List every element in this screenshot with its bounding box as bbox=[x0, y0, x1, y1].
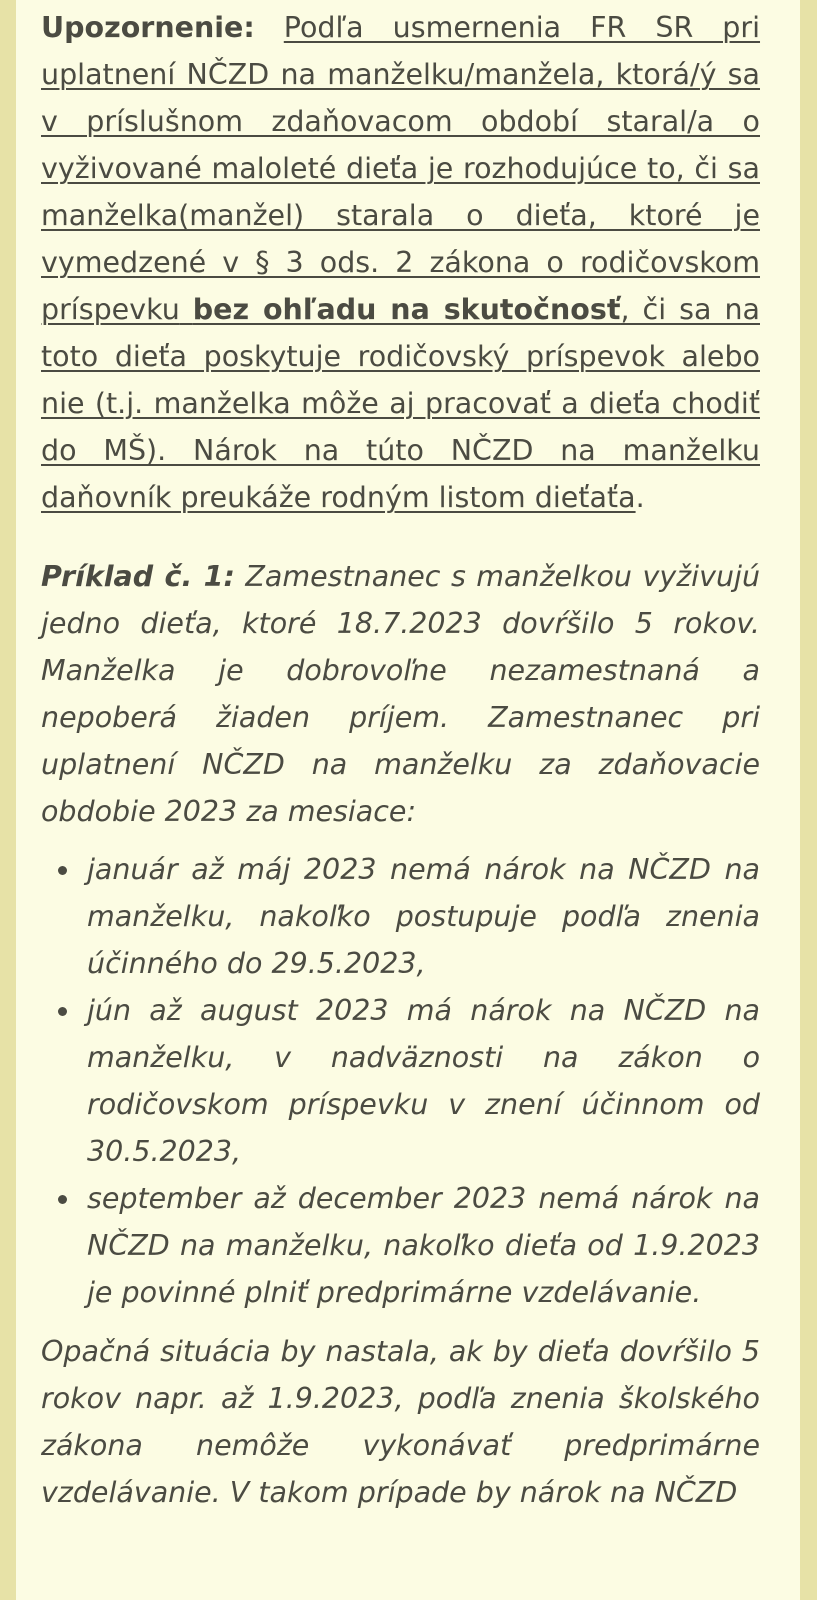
bullet-icon bbox=[58, 1195, 67, 1204]
list-item-text: september až december 2023 nemá nárok na NČZD na manželku, nakoľko dieťa od 1.9.2023 je povinné plniť predprimárne vzdelávanie. bbox=[87, 1182, 760, 1309]
closing-paragraph: Opačná situácia by nastala, ak by dieťa dovŕšilo 5 rokov napr. až 1.9.2023, podľa znenia školského zákona nemôže vykonávať predprimárne vzdelávanie. V takom prípade by nárok na NČZD bbox=[41, 1335, 760, 1509]
list-item-january-may bbox=[87, 846, 760, 987]
warning-bold-text: bez ohľadu na skutočnosť bbox=[192, 293, 621, 326]
warning-label: Upozornenie: bbox=[41, 11, 255, 44]
bullet-icon bbox=[58, 1007, 67, 1016]
warning-end: . bbox=[635, 481, 645, 514]
warning-text-part-1: Podľa usmernenia FR SR pri uplatnení NČZD na manželku/manžela, ktorá/ý sa v príslušnom zdaňovacom období staral/a o vyživované maloleté dieťa je rozhodujúce to, či sa manželka(manžel) starala o dieťa, ktoré je vymedzené v § 3 ods. 2 zákona o rodičovskom príspevku bbox=[41, 11, 761, 326]
list-item-text: január až máj 2023 nemá nárok na NČZD na manželku, nakoľko postupuje podľa znenia účinného do 29.5.2023, bbox=[87, 853, 760, 980]
example-label: Príklad č. 1: bbox=[41, 560, 235, 593]
document-panel bbox=[16, 0, 800, 1600]
months-list bbox=[41, 846, 760, 1316]
warning-paragraph bbox=[41, 0, 760, 521]
warning-text bbox=[41, 11, 760, 514]
list-item-september-december bbox=[87, 1175, 760, 1316]
bullet-icon bbox=[58, 866, 67, 875]
example-text: Zamestnanec s manželkou vyživujú jedno dieťa, ktoré 18.7.2023 dovŕšilo 5 rokov. Manželka je dobrovoľne nezamestnaná a nepoberá žiaden príjem. Zamestnanec pri uplatnení NČZD na manželku za zdaňovacie obdobie 2023 za mesiace: bbox=[41, 560, 761, 828]
example-paragraph bbox=[41, 553, 760, 835]
list-item-june-august bbox=[87, 987, 760, 1175]
warning-text-part-2: , či sa na toto dieťa poskytuje rodičovský príspevok alebo nie (t.j. manželka môže aj pracovať a dieťa chodiť do MŠ). Nárok na túto NČZD na manželku daňovník preukáže rodným listom dieťaťa bbox=[41, 293, 760, 514]
list-item-text: jún až august 2023 má nárok na NČZD na manželku, v nadväznosti na zákon o rodičovskom príspevku v znení účinnom od 30.5.2023, bbox=[87, 994, 760, 1168]
